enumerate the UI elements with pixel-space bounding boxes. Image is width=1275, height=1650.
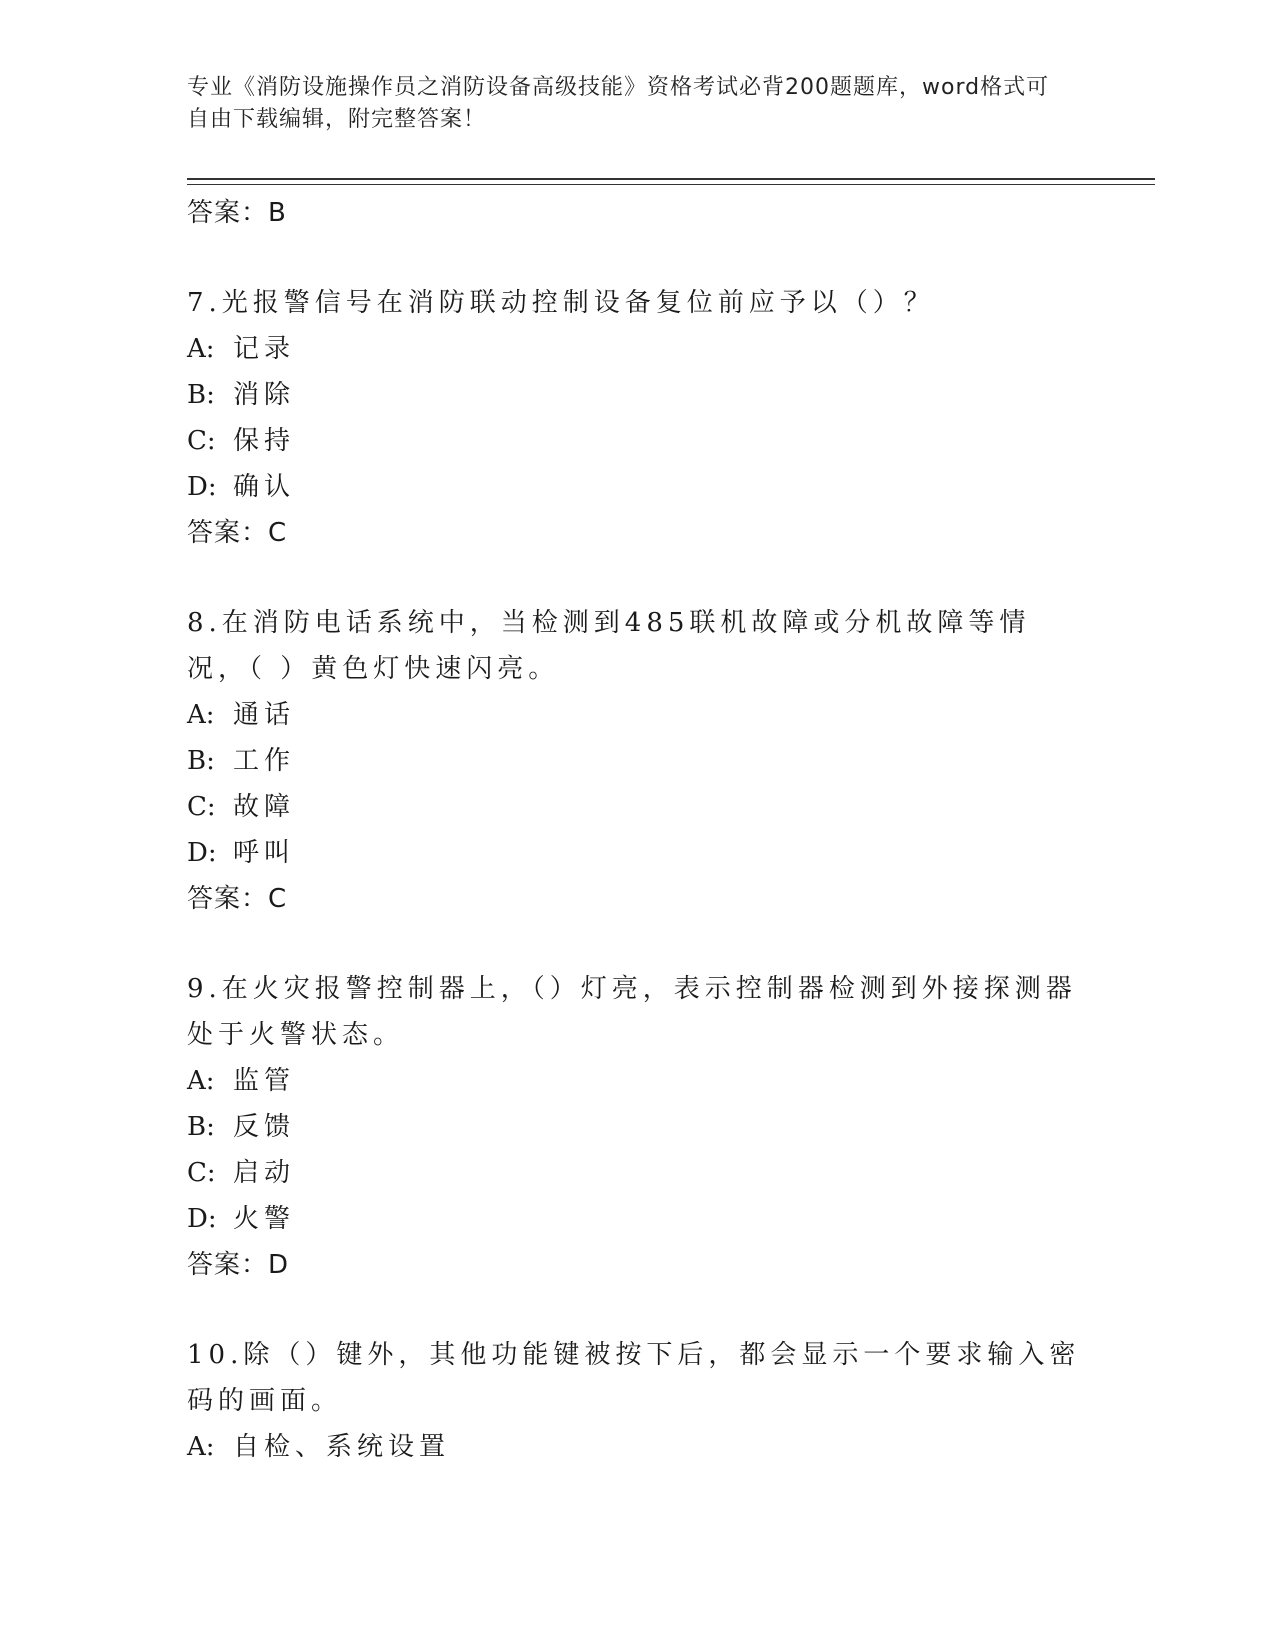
option-text: 记录	[233, 334, 296, 364]
answer-line: 答案：D	[187, 1250, 290, 1280]
option-letter: A:	[187, 1432, 215, 1462]
option-d	[187, 830, 1087, 876]
option-b	[187, 738, 1087, 784]
option-letter: C:	[187, 1158, 216, 1188]
option-a	[187, 326, 1087, 372]
option-letter: A:	[187, 1066, 215, 1096]
option-text: 呼叫	[233, 838, 296, 868]
option-text: 保持	[233, 426, 296, 456]
answer-line: 答案：B	[187, 198, 287, 228]
option-letter: C:	[187, 792, 216, 822]
option-text: 故障	[233, 792, 296, 822]
answer-line: 答案：C	[187, 884, 288, 914]
option-b	[187, 372, 1087, 418]
option-a	[187, 1424, 1087, 1470]
option-letter: C:	[187, 426, 216, 456]
option-letter: D:	[187, 838, 217, 868]
option-letter: D:	[187, 1204, 217, 1234]
option-d	[187, 1196, 1087, 1242]
option-text: 火警	[233, 1204, 296, 1234]
option-text: 工作	[233, 746, 296, 776]
document-header: 专业《消防设施操作员之消防设备高级技能》资格考试必背200题题库，word格式可自由下载编辑，附完整答案！	[187, 75, 1050, 132]
question-8	[187, 600, 1087, 922]
option-d	[187, 464, 1087, 510]
option-c	[187, 418, 1087, 464]
option-letter: D:	[187, 472, 217, 502]
option-text: 启动	[233, 1158, 296, 1188]
option-text: 消除	[233, 380, 296, 410]
document-body	[187, 190, 1087, 1470]
option-letter: A:	[187, 334, 215, 364]
question-text: 10.除（）键外，其他功能键被按下后，都会显示一个要求输入密码的画面。	[187, 1340, 1081, 1416]
option-b	[187, 1104, 1087, 1150]
option-text: 监管	[233, 1066, 296, 1096]
header-divider	[187, 178, 1155, 185]
option-a	[187, 692, 1087, 738]
option-c	[187, 784, 1087, 830]
option-a	[187, 1058, 1087, 1104]
option-c	[187, 1150, 1087, 1196]
question-7	[187, 280, 1087, 556]
question-text: 9.在火灾报警控制器上，（）灯亮，表示控制器检测到外接探测器处于火警状态。	[187, 974, 1077, 1050]
question-text: 8.在消防电话系统中，当检测到485联机故障或分机故障等情况，（ ）黄色灯快速闪亮。	[187, 608, 1031, 684]
option-letter: B:	[187, 1112, 215, 1142]
option-text: 通话	[233, 700, 296, 730]
option-letter: A:	[187, 700, 215, 730]
question-9	[187, 966, 1087, 1288]
option-letter: B:	[187, 380, 215, 410]
option-text: 反馈	[233, 1112, 296, 1142]
option-text: 确认	[233, 472, 296, 502]
question-10	[187, 1332, 1087, 1470]
option-letter: B:	[187, 746, 215, 776]
question-text: 7.光报警信号在消防联动控制设备复位前应予以（）？	[187, 288, 935, 318]
option-text: 自检、系统设置	[233, 1432, 451, 1462]
answer-line: 答案：C	[187, 518, 288, 548]
